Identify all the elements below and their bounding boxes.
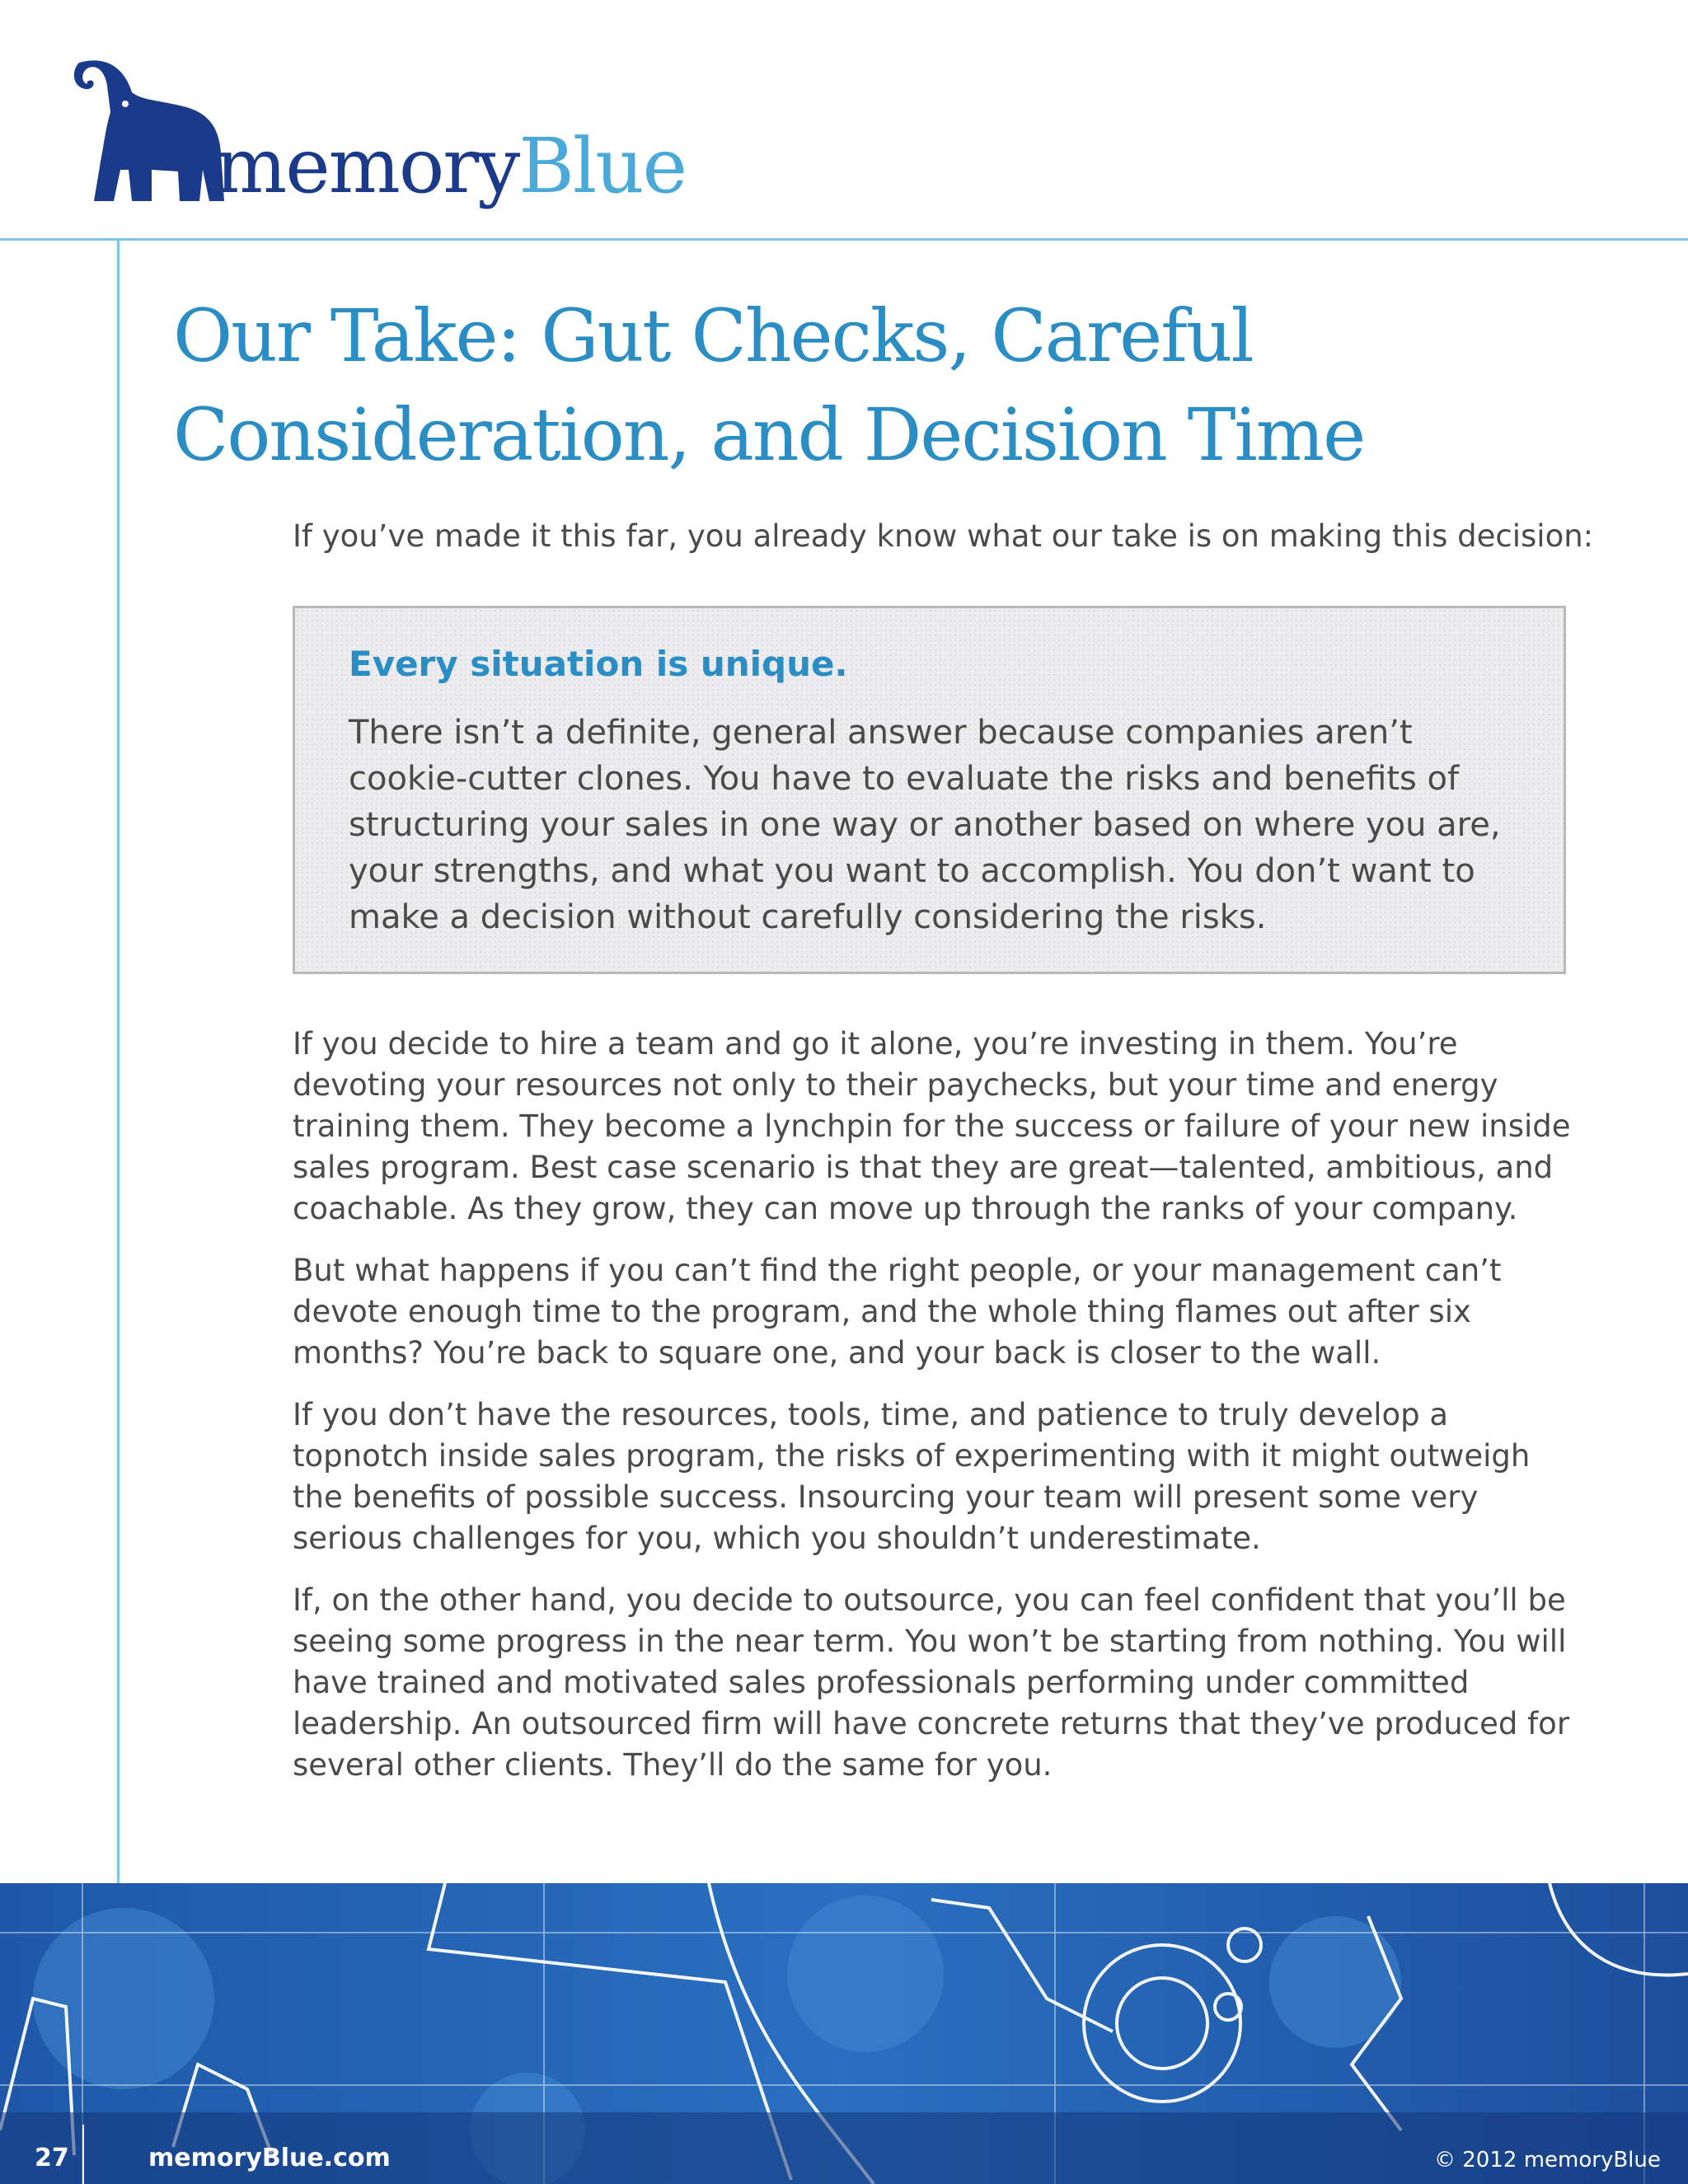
brand-name-memory: memory: [215, 122, 519, 210]
title-line-1: Our Take: Gut Checks, Careful: [173, 293, 1253, 378]
footer-banner: [0, 1883, 1688, 2184]
footer-divider: [82, 2125, 84, 2184]
page-number: 27: [35, 2144, 69, 2172]
elephant-icon: [63, 46, 227, 203]
margin-rule: [117, 238, 120, 1886]
title-line-2: Consideration, and Decision Time: [173, 392, 1365, 477]
body-paragraph: If you decide to hire a team and go it alone, you’re investing in them. You’re devoting your resources not only to their paychecks, but your time and energy training them. They become a lynchpin for the success or failure of your new inside sales program. Best case scenario is that they are great—talented, ambitious, and coachable. As they grow, they can move up through the ranks of your company.: [293, 1026, 1571, 1226]
body-paragraph: But what happens if you can’t find the right people, or your management can’t devote enough time to the program, and the whole thing flames out after six months? You’re back to square one, and your back is closer to the wall.: [293, 1253, 1502, 1371]
brand-wordmark: [215, 122, 686, 210]
callout-heading: Every situation is unique.: [349, 644, 848, 684]
footer-copyright: © 2012 memoryBlue: [1434, 2148, 1661, 2172]
callout-box: [293, 606, 1566, 974]
callout-body: There isn’t a definite, general answer because companies aren’t cookie-cutter clones. You have to evaluate the risks and benefits of structuring your sales in one way or another based on where you are, your strengths, and what you want to accomplish. You don’t want to make a decision without carefully considering the risks.: [349, 714, 1501, 936]
footer-website-link[interactable]: memoryBlue.com: [148, 2144, 391, 2172]
intro-text: If you’ve made it this far, you already know what our take is on making this decision:: [293, 518, 1594, 554]
body-paragraph: If you don’t have the resources, tools, time, and patience to truly develop a topnotch inside sales program, the risks of experimenting with it might outweigh the benefits of possible success. Insourcing your team will present some very serious challenges for you, which you shouldn’t underestimate.: [293, 1397, 1531, 1556]
page-title: [173, 287, 1574, 485]
brand-logo: [63, 46, 686, 227]
header-divider: [0, 238, 1688, 241]
body-paragraph: If, on the other hand, you decide to outsource, you can feel confident that you’ll be seeing some progress in the near term. You won’t be starting from nothing. You will have trained and motivated sales professionals performing under committed leadership. An outsourced firm will have concrete returns that they’ve produced for several other clients. They’ll do the same for you.: [293, 1582, 1570, 1783]
brand-name-blue: Blue: [518, 122, 686, 210]
